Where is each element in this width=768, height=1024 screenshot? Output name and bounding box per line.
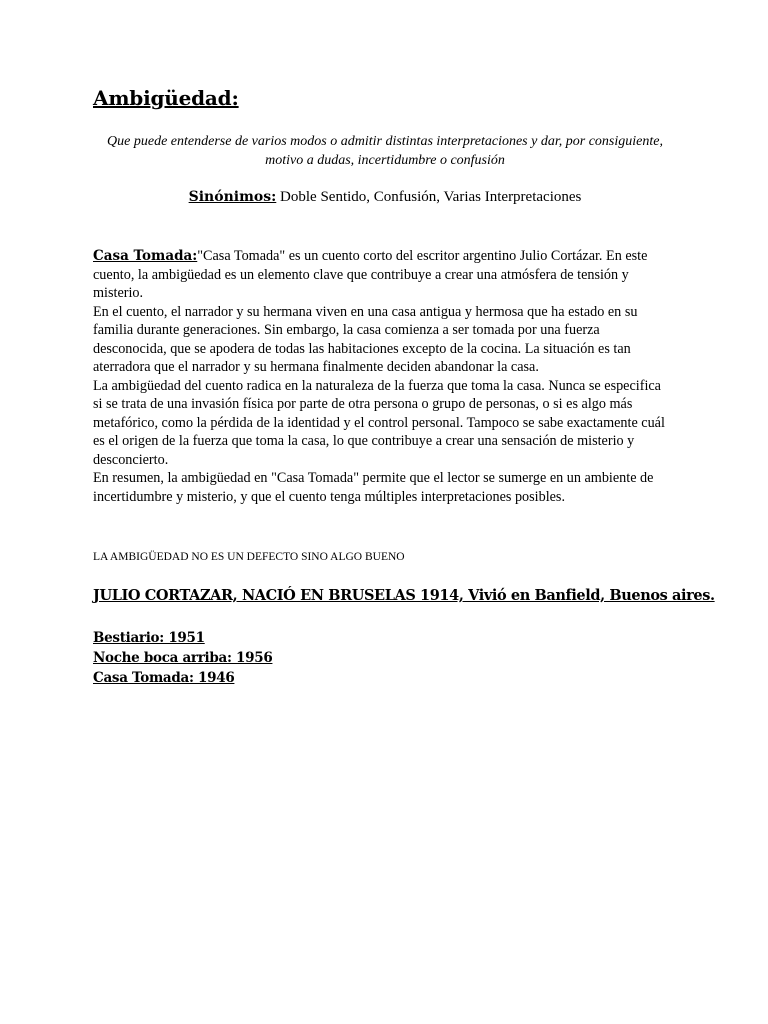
definition-text: Que puede entenderse de varios modos o admitir distintas interpretaciones y dar, por consiguiente, motivo a dudas, incertidumbre o confusión	[107, 134, 663, 168]
casa-tomada-paragraph-3: En resumen, la ambigüedad en "Casa Tomada" permite que el lector se sumerge en un ambiente de incertidumbre y misterio, y que el cuento tenga múltiples interpretaciones posibles.	[93, 470, 654, 505]
author-heading: JULIO CORTAZAR, NACIÓ EN BRUSELAS 1914, Vivió en Banfield, Buenos aires.	[93, 587, 715, 604]
synonyms-line	[93, 189, 677, 206]
page-title: Ambigüedad:	[93, 86, 239, 110]
synonyms-label: Sinónimos:	[188, 189, 277, 205]
casa-tomada-intro-paragraph	[93, 247, 673, 303]
casa-tomada-intro: "Casa Tomada" es un cuento corto del escritor argentino Julio Cortázar. En este cuento, la ambigüedad es un elemento clave que contribuye a crear una atmósfera de tensión y misterio.	[93, 248, 648, 301]
casa-tomada-label: Casa Tomada:	[93, 248, 198, 264]
work-item-bestiario: Bestiario: 1951	[93, 630, 205, 646]
casa-tomada-paragraph-2: La ambigüedad del cuento radica en la naturaleza de la fuerza que toma la casa. Nunca se especifica si se trata de una invasión física por parte de otra persona o grupo de personas, o si es algo más metafórico, como la pérdida de la identidad y el control personal. Tampoco se sabe exactamente cuál es el origen de la fuerza que toma la casa, lo que contribuye a crear una sensación de misterio y desconcierto.	[93, 377, 665, 468]
casa-tomada-paragraph-1: En el cuento, el narrador y su hermana viven en una casa antigua y hermosa que ha estado en su familia durante generaciones. Sin embargo, la casa comienza a ser tomada por una fuerza desconocida, que se apodera de todas las habitaciones excepto de la cocina. La situación es tan aterradora que el narrador y su hermana finalmente deciden abandonar la casa.	[93, 303, 638, 375]
work-item-casa-tomada: Casa Tomada: 1946	[93, 670, 235, 686]
note-line: LA AMBIGÜEDAD NO ES UN DEFECTO SINO ALGO BUENO	[93, 551, 405, 563]
work-item-noche-boca-arriba: Noche boca arriba: 1956	[93, 650, 273, 666]
synonyms-text: Doble Sentido, Confusión, Varias Interpretaciones	[276, 189, 582, 205]
casa-tomada-section	[93, 247, 673, 506]
works-list	[93, 628, 272, 688]
